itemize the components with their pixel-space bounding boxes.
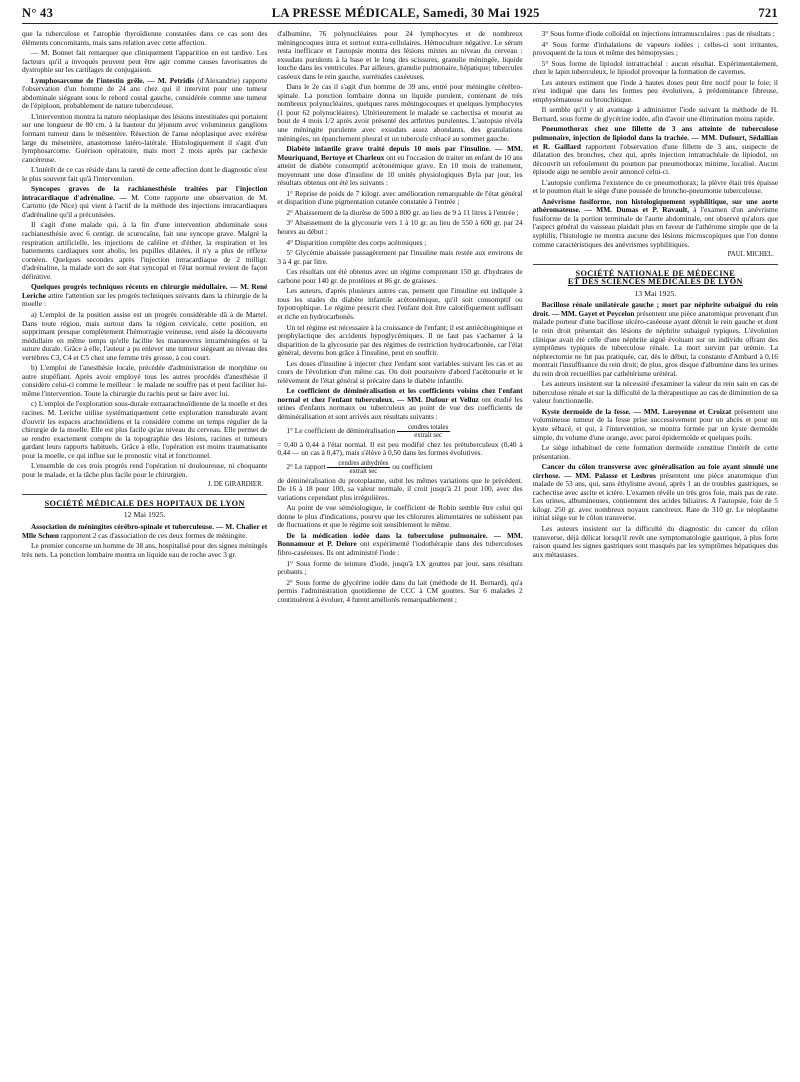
article-heading: Lymphosarcome de l'intestin grêle. — M. Petridis [31, 75, 195, 85]
article-heading: Bacillose rénale unilatérale gauche ; mort par néphrite subaiguë du rein droit. — MM. Gayet et Peycelon [532, 300, 778, 318]
paragraph: Il s'agit d'une malade qui, à la fin d'une intervention abdominale sous rachianesthésie avec 6 centigr. de scurocaïne, fait une syncope grave. Malgré la respiration artificielle, les injections de caféine et d'éther, la respiration et les battements cardiaques sont abolis, les pupilles dilatées, il n'y a plus de réflexe cornéen. Quelques secondes après l'injection intracardiaque de 2 milligr. d'adrénaline, la malade sort de son état syncopal et l'état normal revient de façon définitive. [22, 220, 268, 281]
article-heading: Association de méningites cérébro-spinale et tuberculeuse. — M. Chalier et Mlle Schœn [22, 521, 268, 540]
article [277, 387, 522, 421]
article-heading: Cancer du côlon transverse avec généralisation au foie ayant simulé une cirrhose. — MM. Palasse et Lesbros [532, 462, 778, 480]
society-section-header [533, 264, 778, 299]
paragraph: Il semble qu'il y ait avantage à administrer l'iode suivant la méthode de H. Bernard, sous forme de glycérine iodée, afin d'avoir une élimination moins rapide. [532, 105, 778, 123]
list-item: 5° Glycémie abaissée passagèrement par l'insuline mais restée aux environs de 3 à 4 gr. par litre. [277, 248, 523, 266]
text-columns [22, 30, 778, 1080]
section-title: SOCIÉTÉ NATIONALE DE MÉDECINE [575, 268, 736, 278]
article-text: présentent une volumineuse tumeur de la fesse prise successivement pour un abcès et pour un kyste sébacé, et qui, à l'intervention, se montra formée par un kyste dermoïde simple, du volume d'une orange, avec paroi épidermoïde et quelques poils. [532, 406, 778, 442]
article [533, 463, 778, 523]
issue-number: N° 43 [22, 6, 54, 20]
article [22, 185, 267, 219]
fraction-denominator: extrait sec [414, 431, 442, 439]
column-2 [277, 30, 522, 1080]
formula-label: 2° Le rapport [286, 461, 326, 471]
list-item: 5° Sous forme de lipiodol intratrachéal : aucun résultat. Expérimentalement, chez le lapin tuberculeux, le lipiodol provoque la formation de cavernes. [532, 58, 778, 77]
paragraph: Dans le 2e cas il s'agit d'un homme de 39 ans, entré pour méningite cérébro-spinale. La ponction lombaire donna un liquide purulent, contenant de très nombreux polynucléaires, quelques rares méningocoques et quelques lymphocytes (1 pour 62 polynucléaires). Ultérieurement le malade se cachectisa et mourut au bout de 4 mois 1/2 après avoir présenté des arthrites purulentes. L'autopsie révéla une méningite purulente avec exsudats assez abondants, des granulations méningées, un épanchement pleural et un tubercule crétacé au sommet gauche. [277, 82, 523, 143]
page-number: 721 [758, 6, 778, 20]
section-title-line-2: ET DES SCIENCES MÉDICALES DE LYON [567, 277, 743, 287]
paragraph: Les auteurs, d'après plusieurs autres cas, pensent que l'insuline est indiquée à tous les stades du diabète infantile acétonémique, qu'il soit consomptif ou hypotrophique. Le régime prescrit chez l'enfant doit être calorifiquement suffisant et riche en hydrocarbonés. [277, 286, 523, 321]
section-date: 13 Mai 1925. [634, 288, 677, 298]
article-heading: Le coefficient de déminéralisation et les coefficients voisins chez l'enfant normal et chez l'enfant tuberculeux. — MM. Dufour et Velluz [277, 386, 523, 404]
paragraph: Le siège inhabituel de cette formation dermoïde constitue l'intérêt de cette présentation. [532, 443, 778, 461]
article-heading: Quelques progrès techniques récents en chirurgie médullaire. — M. René Leriche [22, 282, 268, 300]
article-text: à l'examen d'un anévrisme fusiforme de la portion terminale de l'aorte abdominale, ont observé qu'alors que l'aspect général du vaisseau plaidait plus en faveur de l'athérome simple que de la syphilis, l'histologie ne montra aucune des lésions microscopiques que l'on donne comme caractéristiques des anévrismes syphilitiques. [532, 205, 778, 249]
paragraph: de déminéralisation du protoplasme, subit les mêmes variations que le précédent. De 16 à 18 pour 100, sa valeur normale, il croit jusqu'à 21 pour 100, avec des variations cependant plus irrégulières. [277, 475, 523, 502]
article [533, 301, 778, 378]
paragraph: Un tel régime est nécessaire à la croissance de l'enfant; il est antiécétogénique et prophylactique des accidents hypoglycémiques. Il ne faut pas s'acharner à la disparition de la glycosurie par des régimes de restriction hydrocarbonée, car l'état général, devenu bon grâce à l'insuline, peut en souffrir. [277, 322, 523, 358]
article-text: attire l'attention sur les progrès techniques suivants dans la chirurgie de la moelle : [22, 290, 268, 309]
article [22, 283, 267, 309]
article-heading: Syncopes graves de la rachianesthésie traitées par l'injection intracardiaque d'adrénaline. — [22, 184, 268, 202]
article [533, 198, 778, 249]
article-heading: Anévrisme fusiforme, non histologiquement syphilitique, sur une aorte athéromateuse. — MM. Dumas et P. Ravault, [532, 196, 778, 215]
list-item: 3° Sous forme d'iode colloïdal en injections intramusculaires : pas de résultats ; [541, 30, 775, 38]
page-header [22, 6, 778, 24]
article [22, 77, 267, 111]
article [277, 532, 522, 558]
paragraph: — M. Bonnet fait remarquer que cliniquement l'apparition en est tardive. Les facteurs qu'il a invoqués peuvent peut être agir comme causes favorisantes de dystrophie sur les cartilages de conjugaison. [22, 48, 268, 75]
article-text: ont eu l'occasion de traiter un enfant de 10 ans atteint de diabète consomptif acétonémique grave. En 10 mois de traitement, moyennant une dose d'insuline de 10 unités physiologiques Byla par jour, les résultats obtenus ont été les suivants : [277, 152, 523, 188]
article-text: M. Cotte rapporte une observation de M. Cartotto (de Nice) qui vient à l'actif de la méthode des injections intracardiaques d'adrénaline qu'il a préconisées. [22, 192, 268, 219]
journal-title: LA PRESSE MÉDICALE, Samedi, 30 Mai 1925 [271, 6, 540, 20]
paragraph: d'albumine, 76 polynucléaires pour 24 lymphocytes et de nombreux méningocoques intra et surtout extra-cellulaires. Hémoculture négative. Le sérum resta inefficace et l'autopsie montra des lésions mixtes au niveau du cerveau : exsudats purulents à la base et le long des scissures, granulie méningée, liquide louche dans les ventricules. Par ailleurs, granulie pulmonaire, hépatique; tubercules caséeux dans le rein gauche, surrénales caséeuses. [277, 30, 523, 81]
column-3 [533, 30, 778, 1080]
list-item: 4° Disparition complète des corps acétoniques ; [286, 237, 427, 247]
formula-label: 1° Le coefficient de déminéralisation [286, 425, 396, 435]
article [277, 145, 522, 188]
column-1 [22, 30, 267, 1080]
paragraph: a) L'emploi de la position assise est un progrès considérable dû à de Martel. Dans toute région, mais surtout dans la région cervicale, cette position, en supprimant presque complètement l'hémorragie veineuse, rend aisée la découverte médullaire en même temps qu'elle facilite les manœuvres intraméningées et la suture durale. Grâce à elle, l'auteur a pu enlever une tumeur siégeant au niveau des vertèbres C3, C4 et C5 chez une femme très grosse, à cou court. [22, 309, 268, 362]
article-text: ont étudié les urines d'enfants normaux ou tuberculeux au point de vue des coefficients de déminéralisation et sont arrivés aux résultats suivants : [277, 394, 523, 421]
paragraph: L'intérêt de ce cas réside dans la rareté de cette affection dont le diagnostic n'est le plus souvent fait qu'à l'intervention. [22, 165, 268, 183]
article [533, 125, 778, 176]
article-heading: Pneumothorax chez une fillette de 3 ans atteinte de tuberculose pulmonaire, injection de lipiodol dans la trachée. — MM. Dufourt, Sédallian et R. Gaillard [532, 124, 778, 151]
paragraph: Les auteurs insistent sur la difficulté du diagnostic du cancer du côlon transverse, déjà délicat lorsqu'il revêt une symptomatologie gastrique, à plus forte raison quand les signes gastriques sont masqués par les symptômes hépatiques dus aux métastases. [532, 523, 778, 559]
list-item: 1° Reprise de poids de 7 kilogr. avec amélioration remarquable de l'état général et disparition d'une pigmentation cutanée constatée à l'entrée ; [277, 188, 523, 207]
section-date: 12 Mai 1925. [123, 510, 166, 520]
paragraph: L'autopsie confirma l'existence de ce pneumothorax; la plèvre était très épaisse et le poumon était le siège d'une poussée de broncho-pneumonie tuberculeuse. [532, 177, 778, 196]
article-heading: Diabète infantile grave traité depuis 10 mois par l'insuline. — MM. Mouriquand, Bertoye et Charleux [277, 144, 523, 162]
section-title: SOCIÉTÉ MÉDICALE DES HOPITAUX DE LYON [44, 498, 245, 508]
author-signature: PAUL MICHEL. [727, 251, 774, 259]
paragraph: Ces résultats ont été obtenus avec un régime comprenant 150 gr. d'hydrates de carbone pour 140 gr. de protéines et 86 gr. de graisses. [277, 267, 523, 285]
article-text: présentent une pièce anatomique provenant d'un malade porteur d'une bacillose ulcéro-caséeuse ayant détruit le rein gauche et dont le rein droit présentait des lésions de néphrite subaiguë typiques. L'évolution clinique avait été celle d'une néphrite aiguë évoluant sur un individu offrant des symptômes typiques de tuberculose rénale. La mort survint par urémie. La néphrectomie ne fut pas pratiquée, car, dès le début, la constante d'Ambard à 0,16 montrait l'insuffisance du rein droit; de plus, gros disque d'albumine dans les urines du rein droit recueillies par cathétérisme urétéral. [532, 308, 778, 378]
article-text: présentent une pièce anatomique d'un malade de 53 ans, qui, sans éthylisme avoué, après 1 an de troubles gastriques, se cachectise avec ascite et ictère. L'examen révèle un très gros foie, mais pas de rate. Les urines, albumineuses, contiennent des acides biliaires. A l'autopsie, foie de 5 kilogr. 250 gr. avec nombreux noyaux cancéreux. Rate de 310 gr. Le néoplasme initial siège sur le côlon transverse. [532, 470, 778, 523]
article-text: rapportent 2 cas d'association de ces deux formes de méningite. [60, 530, 248, 540]
fraction-numerator: cendres anhydrées [327, 460, 390, 468]
paragraph: Le premier concerne un homme de 38 ans, hospitalisé pour des signes méningés très nets. La ponction lombaire montra un liquide eau de roche avec 3 gr. [22, 541, 268, 559]
paragraph: c) L'emploi de l'exploration sous-durale extraarachnoïdienne de la moelle et des racines. M. Leriche utilise systématiquement cette exploration transdurale avant d'ouvrir les espaces arachnoïdiens et la considère comme un temps régulier de la chirurgie de la moelle. Elle est plus facile qu'au niveau du cerveau. Elle permet de se rendre exactement compte de la topographie des lésions, racines et tumeurs gardant leurs rapports habituels. Grâce à elle, l'opération est moins traumatisante pour la moelle, ce qui influe sur le pronostic vital et fonctionnel. [22, 399, 268, 460]
paragraph: Les doses d'insuline à injecter chez l'enfant sont variables suivant les cas et au cours de l'évolution d'un même cas. On doit poursuivre d'abord l'acétonurie et le relèvement de l'état général si précaire dans le diabète infantile. [277, 358, 523, 385]
list-item: 3° Abaissement de la glycosurie vers 1 à 10 gr. au lieu de 550 à 600 gr. par 24 heures au début ; [277, 218, 523, 237]
paragraph: Au point de vue séméiologique, le coefficient de Robin semble être celui qui donne le plus d'indications, pourvu que les chlorures alimentaires ne subissent pas de fluctuations et que le régime soit sensiblement le même. [277, 503, 523, 530]
author-signature: J. DE GIRARDIER. [207, 481, 264, 489]
formula-fraction [327, 460, 390, 475]
formula-line [277, 460, 522, 475]
society-section-header [22, 494, 267, 520]
fraction-numerator: cendres totales [397, 424, 450, 432]
article-text: rapportent l'observation d'une fillette de 3 ans, suspecte de dilatation des bronches, chez qui, après injection intratrachéale de lipiodol, on découvrit un refoulement du poumon par pneumothorax minime, localisé. Aucun épisode aigu ne semble avoir annoncé celui-ci. [532, 141, 778, 177]
list-item: 4° Sous forme d'inhalations de vapeurs iodées ; celles-ci sont irritantes, provoquent de la toux et même des hémoptysies ; [532, 39, 778, 58]
list-item: 2° Sous forme de glycérine iodée dans du lait (méthode de H. Bernard), qu'a permis l'administration quotidienne de CCC à CM gouttes. Sur 6 malades 2 continuèrent à évoluer, 4 furent améliorés remarquablement ; [277, 577, 523, 604]
article [533, 408, 778, 442]
fraction-denominator: extrait sec [349, 467, 378, 475]
formula-fraction [397, 424, 450, 439]
article-text: ont expérimenté l'iodothérapie dans des tuberculoses fibro-caséeuses. Ils ont administré l'iode : [277, 539, 523, 557]
paragraph: = 0,40 à 0,44 à l'état normal. Il est peu modifié chez les prétuberculeux (0,40 à 0,44 — un cas à 0,47), mais s'élève à 0,50 dans les formes évolutives. [277, 439, 523, 458]
formula-suffix: ou coefficient [392, 461, 433, 471]
paragraph: L'intervention montra la nature néoplasique des lésions intestinales qui portaient sur une longueur de 80 cm. à la hauteur du jéjunum avec volumineux ganglions formant tumeur dans le mésentère. Résection de l'anse néoplasique avec exérèse large du mésentère, anastomose latéro-latérale. Histologiquement il s'agit d'un lymphosarcome. Guérison opératoire, mais mort 2 mois après par cachexie cancéreuse. [22, 111, 268, 164]
paragraph: L'ensemble de ces trois progrès rend l'opération ni douloureuse, ni choquante pour le malade, et la tâche plus facile pour le chirurgien. [22, 461, 268, 479]
paragraph: Les auteurs estiment que l'iode à hautes doses peut être nocif pour le foie; il n'est indiqué que dans les formes peu évolutives, à prédominance fibreuse, emphysémateuse ou bronchitique. [532, 77, 778, 104]
list-item: 2° Abaissement de la diurèse de 500 à 800 gr. au lieu de 9 à 11 litres à l'entrée ; [286, 207, 519, 217]
article-heading: Kyste dermoïde de la fesse. — MM. Laroyenne et Croizat [541, 406, 732, 416]
formula-line [277, 424, 522, 439]
paragraph: Les auteurs insistent sur la nécessité d'examiner la valeur du rein sain en cas de tuberculose rénale et sur la difficulté de la thérapeutique au cas de diminution de sa valeur fonctionnelle. [532, 379, 778, 406]
paragraph: b) L'emploi de l'anesthésie locale, précédée d'administration de morphine ou autre stupéfiant. Après avoir employé tous les autres procédés d'anesthésie il considère celui-ci comme le meilleur : le malade ne souffre pas et peut faciliter lui-même l'intervention. Toute la chirurgie du rachis peut se faire avec lui. [22, 363, 268, 398]
paragraph: que la tuberculose et l'atrophie thyroïdienne constatées dans ce cas sont des éléments concomitants, mais sans relation avec cette affection. [22, 30, 268, 47]
article-text: (d'Alexandrie) rapporte l'observation d'un homme de 24 ans chez qui il intervint pour une tumeur abdominale siégeant sous le rebord costal gauche, considérée comme une tumeur de l'épiploon, probablement de nature tuberculeuse. [22, 75, 268, 111]
list-item: 1° Sous forme de teinture d'iode, jusqu'à LX gouttes par jour, sans résultats probants ; [277, 558, 523, 577]
article-heading: De la médication iodée dans la tuberculose pulmonaire. — MM. Bonnamour et P. Delore [277, 530, 523, 549]
article [22, 523, 267, 540]
